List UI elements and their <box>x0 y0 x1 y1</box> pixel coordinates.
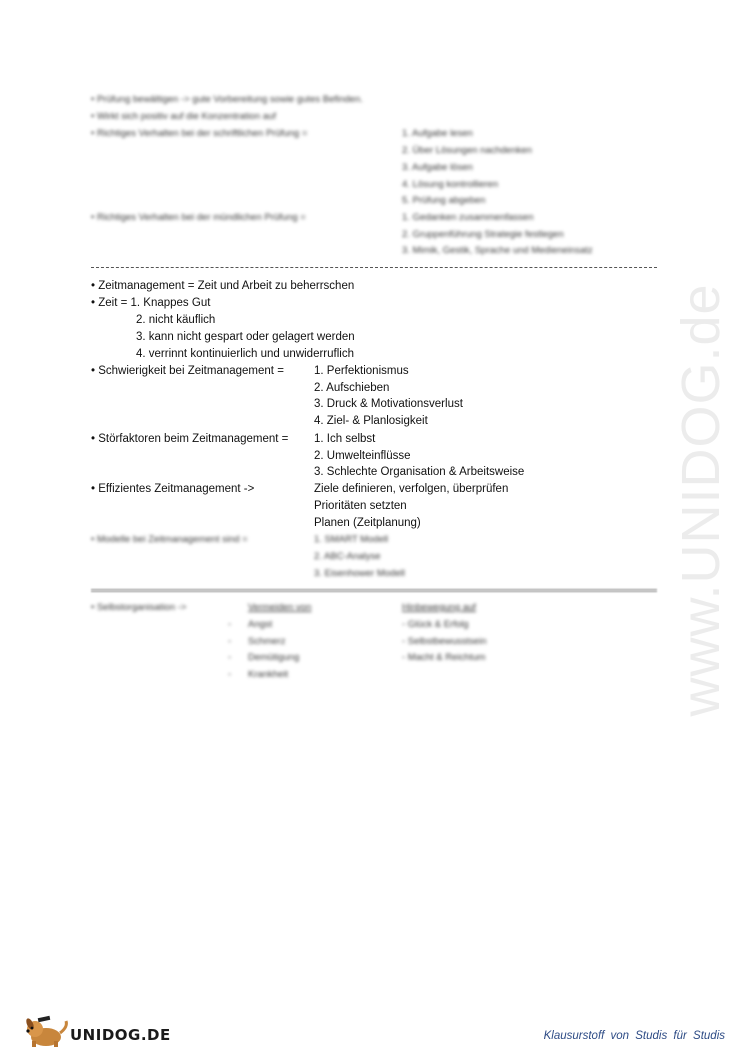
schwierigkeit-item: 3. Druck & Motivationsverlust <box>314 398 463 410</box>
blurred-vermeiden-item: Schmerz <box>248 636 286 647</box>
effizient-item: Ziele definieren, verfolgen, überprüfen <box>314 483 509 495</box>
blurred-vermeiden-item: Angst <box>248 619 273 630</box>
blurred-modelle-label: • Modelle bei Zeitmanagement sind = <box>91 534 248 545</box>
zeit-item: 3. kann nicht gespart oder gelagert werden <box>136 331 355 343</box>
blurred-modelle-item: 3. Eisenhower Modell <box>314 568 405 579</box>
schwierigkeit-item: 2. Aufschieben <box>314 382 390 394</box>
blurred-dash: - <box>228 669 232 680</box>
stoerfaktoren-label: • Störfaktoren beim Zeitmanagement = <box>91 433 289 445</box>
logo-text: UNIDOG.DE <box>70 1026 171 1044</box>
blurred-dash: - <box>228 619 232 630</box>
stoerfaktoren-item: 2. Umwelteinflüsse <box>314 450 411 462</box>
blurred-vermeiden-item: Demütigung <box>248 652 300 663</box>
blurred-hin-item: - Macht & Reichtum <box>402 652 486 663</box>
blurred-written-step: 4. Lösung kontrollieren <box>402 179 499 190</box>
blurred-oral-step: 1. Gedanken zusammenfassen <box>402 212 534 223</box>
zeit-item: 4. verrinnt kontinuierlich und unwiderruflich <box>136 348 354 360</box>
zeit-heading: • Zeit = 1. Knappes Gut <box>91 297 211 309</box>
schwierigkeit-item: 4. Ziel- & Planlosigkeit <box>314 415 428 427</box>
stoerfaktoren-item: 1. Ich selbst <box>314 433 376 445</box>
effizient-item: Planen (Zeitplanung) <box>314 517 421 529</box>
blurred-oral-label: • Richtiges Verhalten bei der mündlichen Prüfung = <box>91 212 306 223</box>
zeit-item: 2. nicht käuflich <box>136 314 216 326</box>
schwierigkeit-label: • Schwierigkeit bei Zeitmanagement = <box>91 365 284 377</box>
blurred-dash: - <box>228 636 232 647</box>
blurred-written-label: • Richtiges Verhalten bei der schriftlichen Prüfung = <box>91 128 308 139</box>
schwierigkeit-item: 1. Perfektionismus <box>314 365 409 377</box>
blurred-hin-item: - Selbstbewusstsein <box>402 636 487 647</box>
effizient-label: • Effizientes Zeitmanagement -> <box>91 483 255 495</box>
blurred-selbst-label: • Selbstorganisation -> <box>91 602 187 613</box>
zeitmanagement-definition: • Zeitmanagement = Zeit und Arbeit zu beherrschen <box>91 280 355 292</box>
dog-icon <box>22 1015 72 1049</box>
section-divider <box>91 589 657 592</box>
blurred-oral-step: 3. Mimik, Gestik, Sprache und Medieneinsatz <box>402 245 593 256</box>
section-divider <box>91 267 657 268</box>
footer-slogan: Klausurstoff von Studis für Studis <box>543 1030 725 1042</box>
blurred-oral-step: 2. Gruppenführung Strategie festlegen <box>402 229 564 240</box>
blurred-hin-header: Hinbewegung auf <box>402 602 476 613</box>
blurred-dash: - <box>228 652 232 663</box>
watermark: www.UNIDOG.de <box>671 283 731 717</box>
blurred-written-step: 2. Über Lösungen nachdenken <box>402 145 532 156</box>
stoerfaktoren-item: 3. Schlechte Organisation & Arbeitsweise <box>314 466 525 478</box>
blurred-line-2: • Wirkt sich positiv auf die Konzentration auf <box>91 111 276 122</box>
blurred-modelle-item: 2. ABC-Analyse <box>314 551 381 562</box>
blurred-vermeiden-item: Krankheit <box>248 669 289 680</box>
blurred-line-1: • Prüfung bewältigen -> gute Vorbereitung sowie gutes Befinden. <box>91 94 363 105</box>
unidog-logo[interactable] <box>22 1015 171 1049</box>
effizient-item: Prioritäten setzten <box>314 500 407 512</box>
blurred-written-step: 1. Aufgabe lesen <box>402 128 473 139</box>
blurred-modelle-item: 1. SMART Modell <box>314 534 389 545</box>
blurred-hin-item: - Glück & Erfolg <box>402 619 469 630</box>
blurred-vermeiden-header: Vermeiden von <box>248 602 312 613</box>
blurred-written-step: 5. Prüfung abgeben <box>402 195 486 206</box>
blurred-written-step: 3. Aufgabe lösen <box>402 162 473 173</box>
